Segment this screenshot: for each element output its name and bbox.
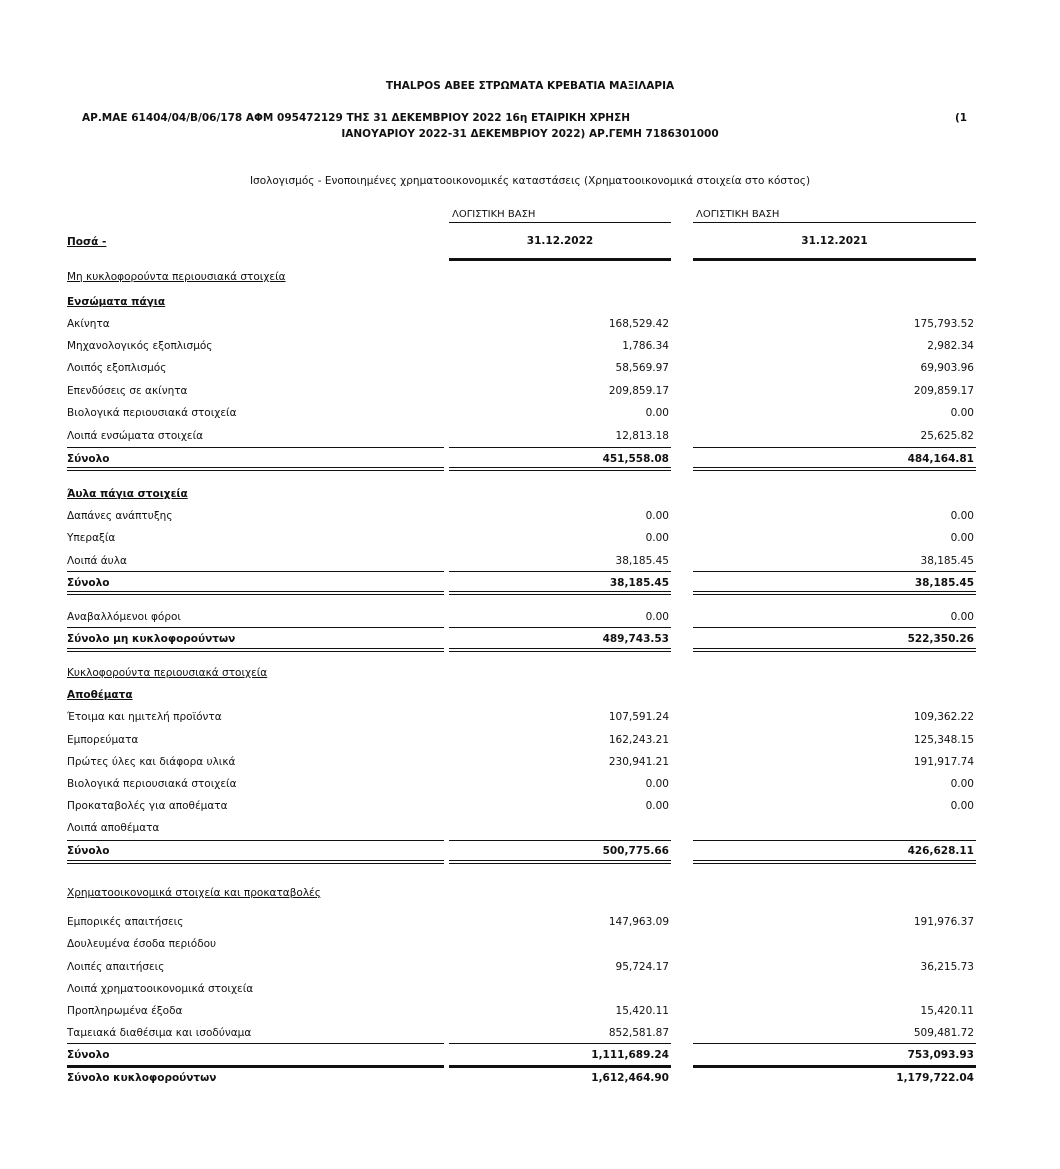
row-label: Επενδύσεις σε ακίνητα (67, 385, 188, 397)
total-row-label: Σύνολο (67, 1049, 110, 1061)
total-row-label: Σύνολο κυκλοφορούντων (67, 1072, 217, 1084)
total-top-rule (67, 627, 444, 628)
value-2021: 191,976.37 (913, 916, 974, 928)
column-2-basis: ΛΟΓΙΣΤΙΚΗ ΒΑΣΗ (696, 209, 780, 220)
row-label: Λοιπά αποθέματα (67, 822, 160, 834)
row-label: Δουλευμένα έσοδα περιόδου (67, 938, 217, 950)
total-row-label: Σύνολο (67, 453, 110, 465)
column-1-basis-rule (449, 222, 671, 223)
value-2021: 2,982.34 (927, 340, 974, 352)
section-heading: Χρηματοοικονομικά στοιχεία και προκαταβολές (67, 887, 321, 899)
value-2022: 1,612,464.90 (591, 1072, 669, 1084)
total-double-rule (693, 467, 976, 471)
value-2021: 0.00 (950, 532, 974, 544)
total-top-rule (449, 447, 671, 448)
total-double-rule (67, 467, 444, 471)
total-row-label: Σύνολο μη κυκλοφορούντων (67, 633, 236, 645)
value-2021: 0.00 (950, 778, 974, 790)
row-label: Εμπορικές απαιτήσεις (67, 916, 184, 928)
total-row-label: Σύνολο (67, 845, 110, 857)
value-2021: 484,164.81 (907, 453, 974, 465)
value-2021: 191,917.74 (913, 756, 974, 768)
total-double-rule (693, 860, 976, 864)
total-top-rule (67, 571, 444, 572)
value-2022: 95,724.17 (615, 961, 669, 973)
value-2022: 230,941.21 (608, 756, 669, 768)
value-2022: 0.00 (645, 510, 669, 522)
company-title: THALPOS ABEE ΣΤΡΩΜΑΤΑ ΚΡΕΒΑΤΙΑ ΜΑΞΙΛΑΡΙΑ (385, 80, 675, 92)
company-info-line-2: ΙΑΝΟΥΑΡΙΟΥ 2022-31 ΔΕΚΕΜΒΡΙΟΥ 2022) ΑΡ.ΓΕΜΗ 7186301000 (341, 128, 719, 140)
row-label: Λοιπά ενσώματα στοιχεία (67, 430, 204, 442)
total-bottom-rule (693, 1065, 976, 1068)
total-top-rule (449, 627, 671, 628)
total-double-rule (449, 591, 671, 595)
total-double-rule (449, 648, 671, 652)
value-2022: 489,743.53 (602, 633, 669, 645)
total-double-rule (67, 591, 444, 595)
total-top-rule (67, 1043, 444, 1044)
value-2022: 168,529.42 (608, 318, 669, 330)
company-info-line-1-right: (1 (955, 112, 968, 124)
value-2022: 1,786.34 (622, 340, 669, 352)
value-2021: 38,185.45 (920, 555, 974, 567)
total-top-rule (693, 627, 976, 628)
row-label: Ταμειακά διαθέσιμα και ισοδύναμα (67, 1027, 252, 1039)
row-label: Πρώτες ύλες και διάφορα υλικά (67, 756, 236, 768)
value-2022: 107,591.24 (608, 711, 669, 723)
subsection-heading: Αποθέματα (67, 689, 133, 701)
value-2022: 12,813.18 (615, 430, 669, 442)
total-double-rule (693, 648, 976, 652)
value-2022: 1,111,689.24 (591, 1049, 669, 1061)
total-double-rule (693, 591, 976, 595)
total-top-rule (449, 571, 671, 572)
row-label: Έτοιμα και ημιτελή προϊόντα (67, 711, 222, 723)
value-2022: 15,420.11 (615, 1005, 669, 1017)
value-2022: 0.00 (645, 532, 669, 544)
row-label: Μηχανολογικός εξοπλισμός (67, 340, 213, 352)
statement-title: Ισολογισμός - Ενοποιημένες χρηματοοικονομικές καταστάσεις (Χρηματοοικονομικά στοιχεία στο κόστος) (249, 175, 811, 187)
value-2022: 500,775.66 (602, 845, 669, 857)
total-top-rule (693, 1043, 976, 1044)
value-2021: 1,179,722.04 (896, 1072, 974, 1084)
row-label: Προπληρωμένα έξοδα (67, 1005, 183, 1017)
row-label: Βιολογικά περιουσιακά στοιχεία (67, 407, 237, 419)
total-top-rule (67, 840, 444, 841)
row-label: Προκαταβολές για αποθέματα (67, 800, 228, 812)
value-2022: 852,581.87 (608, 1027, 669, 1039)
value-2022: 162,243.21 (608, 734, 669, 746)
value-2021: 0.00 (950, 510, 974, 522)
subsection-heading: Ενσώματα πάγια (67, 296, 166, 308)
total-bottom-rule (67, 1065, 444, 1068)
value-2021: 753,093.93 (907, 1049, 974, 1061)
value-2022: 38,185.45 (615, 555, 669, 567)
total-row-label: Σύνολο (67, 577, 110, 589)
column-2-date: 31.12.2021 (801, 235, 868, 247)
row-label: Αναβαλλόμενοι φόροι (67, 611, 181, 623)
value-2021: 109,362.22 (913, 711, 974, 723)
value-2021: 509,481.72 (913, 1027, 974, 1039)
total-double-rule (449, 467, 671, 471)
value-2021: 522,350.26 (907, 633, 974, 645)
row-label: Υπεραξία (67, 532, 116, 544)
value-2021: 175,793.52 (913, 318, 974, 330)
value-2022: 0.00 (645, 407, 669, 419)
amounts-label: Ποσά - (67, 236, 107, 248)
total-top-rule (449, 1043, 671, 1044)
value-2021: 125,348.15 (913, 734, 974, 746)
value-2021: 209,859.17 (913, 385, 974, 397)
value-2021: 38,185.45 (914, 577, 974, 589)
value-2021: 15,420.11 (920, 1005, 974, 1017)
total-top-rule (693, 571, 976, 572)
row-label: Λοιπά άυλα (67, 555, 127, 567)
total-top-rule (449, 840, 671, 841)
row-label: Λοιπές απαιτήσεις (67, 961, 165, 973)
row-label: Λοιπός εξοπλισμός (67, 362, 167, 374)
value-2022: 451,558.08 (602, 453, 669, 465)
company-info-line-1: ΑΡ.ΜΑΕ 61404/04/Β/06/178 ΑΦΜ 095472129 ΤΗΣ 31 ΔΕΚΕΜΒΡΙΟΥ 2022 16η ΕΤΑΙΡΙΚΗ ΧΡΗΣΗ (82, 112, 631, 124)
total-double-rule (449, 860, 671, 864)
value-2021: 69,903.96 (920, 362, 974, 374)
column-2-header-rule (693, 258, 976, 261)
value-2022: 0.00 (645, 800, 669, 812)
value-2021: 25,625.82 (920, 430, 974, 442)
subsection-heading: Άυλα πάγια στοιχεία (67, 488, 188, 500)
total-top-rule (693, 447, 976, 448)
column-2-basis-rule (693, 222, 976, 223)
value-2021: 0.00 (950, 611, 974, 623)
value-2022: 209,859.17 (608, 385, 669, 397)
value-2022: 0.00 (645, 611, 669, 623)
total-top-rule (693, 840, 976, 841)
value-2021: 0.00 (950, 407, 974, 419)
column-1-basis: ΛΟΓΙΣΤΙΚΗ ΒΑΣΗ (452, 209, 536, 220)
total-bottom-rule (449, 1065, 671, 1068)
value-2022: 38,185.45 (609, 577, 669, 589)
section-heading: Μη κυκλοφορούντα περιουσιακά στοιχεία (67, 271, 286, 283)
row-label: Ακίνητα (67, 318, 110, 330)
value-2021: 0.00 (950, 800, 974, 812)
row-label: Εμπορεύματα (67, 734, 139, 746)
row-label: Λοιπά χρηματοοικονομικά στοιχεία (67, 983, 254, 995)
value-2021: 426,628.11 (907, 845, 974, 857)
value-2021: 36,215.73 (920, 961, 974, 973)
total-double-rule (67, 860, 444, 864)
column-1-date: 31.12.2022 (526, 235, 594, 247)
total-double-rule (67, 648, 444, 652)
row-label: Βιολογικά περιουσιακά στοιχεία (67, 778, 237, 790)
row-label: Δαπάνες ανάπτυξης (67, 510, 173, 522)
value-2022: 147,963.09 (608, 916, 669, 928)
total-top-rule (67, 447, 444, 448)
value-2022: 58,569.97 (615, 362, 669, 374)
value-2022: 0.00 (645, 778, 669, 790)
column-1-header-rule (449, 258, 671, 261)
section-heading: Κυκλοφορούντα περιουσιακά στοιχεία (67, 667, 268, 679)
